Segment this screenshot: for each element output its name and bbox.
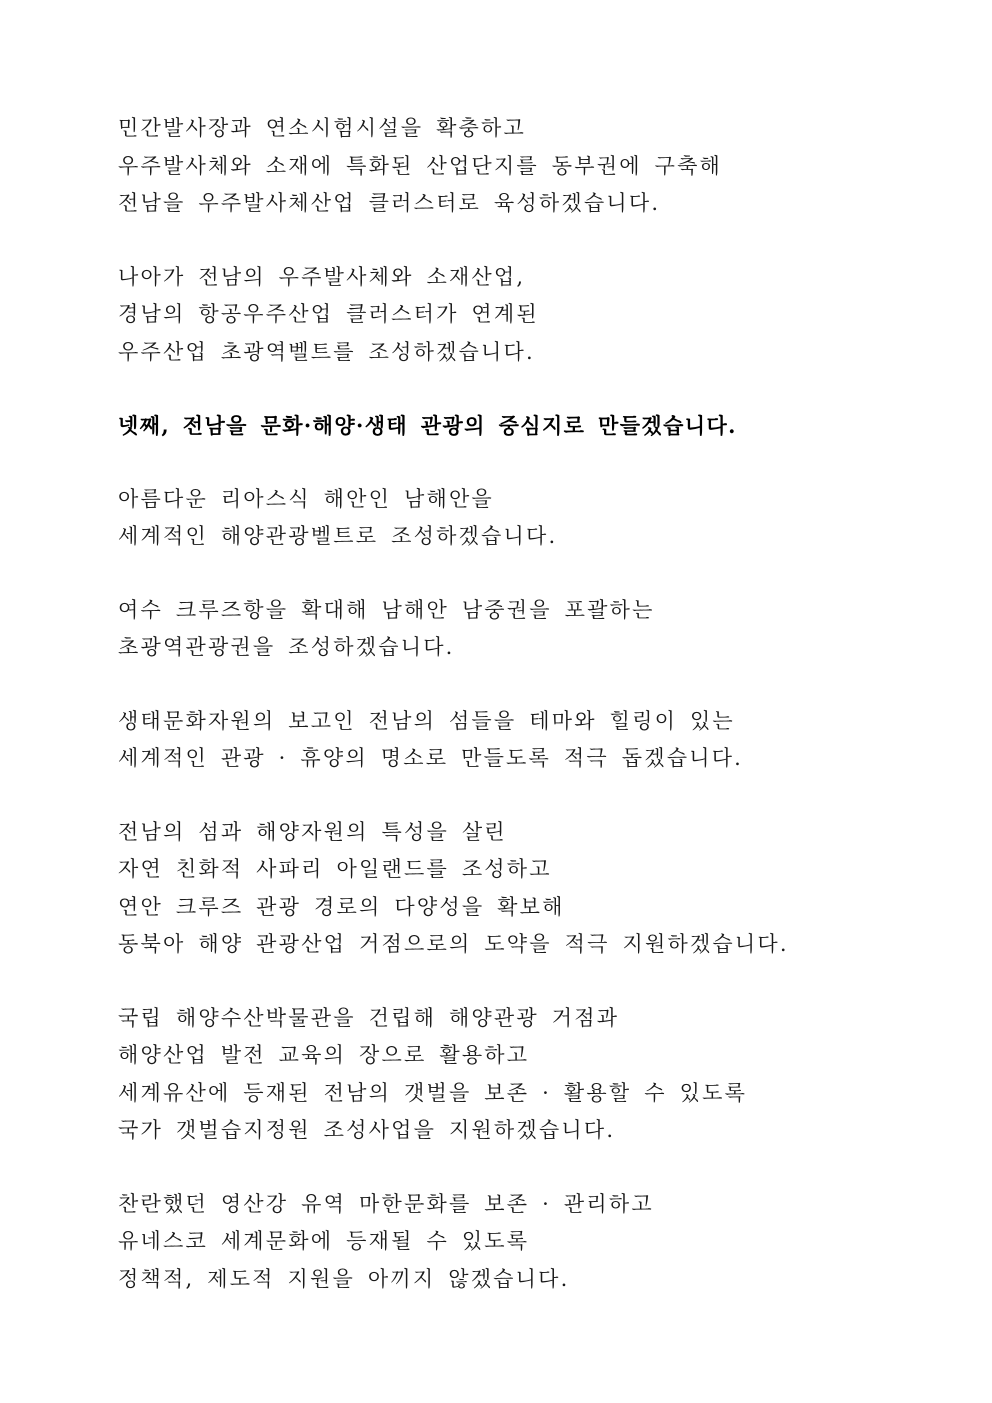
- text-line: 연안 크루즈 관광 경로의 다양성을 확보해: [118, 894, 565, 919]
- text-line: 아름다운 리아스식 해안인 남해안을: [118, 486, 494, 511]
- paragraph-cruise-port: [118, 592, 878, 667]
- text-line: 경남의 항공우주산업 클러스터가 연계된: [118, 302, 539, 326]
- text-line: 유네스코 세계문화에 등재될 수 있도록: [118, 1229, 530, 1253]
- text-line: 정책적, 제도적 지원을 아끼지 않겠습니다.: [118, 1266, 570, 1291]
- text-line: 초광역관광권을 조성하겠습니다.: [118, 635, 455, 659]
- paragraph-safari-island: [118, 814, 878, 964]
- text-line: 우주산업 초광역벨트를 조성하겠습니다.: [118, 339, 535, 364]
- text-line: 전남을 우주발사체산업 클러스터로 육성하겠습니다.: [118, 191, 661, 215]
- text-line: 자연 친화적 사파리 아일랜드를 조성하고: [118, 857, 552, 881]
- paragraph-island-resorts: [118, 703, 878, 778]
- text-line: 여수 크루즈항을 확대해 남해안 남중권을 포괄하는: [118, 597, 655, 622]
- section-heading-tourism: [118, 407, 878, 445]
- text-line: 세계적인 관광 · 휴양의 명소로 만들도록 적극 돕겠습니다.: [118, 746, 744, 770]
- text-line: 세계적인 해양관광벨트로 조성하겠습니다.: [118, 524, 558, 548]
- paragraph-aerospace-belt: [118, 259, 878, 372]
- text-line: 국가 갯벌습지정원 조성사업을 지원하겠습니다.: [118, 1118, 616, 1142]
- paragraph-maritime-museum: [118, 1000, 878, 1150]
- text-line: 해양산업 발전 교육의 장으로 활용하고: [118, 1043, 530, 1067]
- text-line: 생태문화자원의 보고인 전남의 섬들을 테마와 힐링이 있는: [118, 708, 735, 733]
- text-line: 전남의 섬과 해양자원의 특성을 살린: [118, 819, 507, 844]
- document-body: [118, 110, 878, 1334]
- text-line: 찬란했던 영산강 유역 마한문화를 보존 · 관리하고: [118, 1191, 654, 1216]
- heading-line: 넷째, 전남을 문화·해양·생태 관광의 중심지로 만들겠습니다.: [118, 413, 737, 438]
- paragraph-marine-tourism-belt: [118, 481, 878, 556]
- text-line: 세계유산에 등재된 전남의 갯벌을 보존 · 활용할 수 있도록: [118, 1080, 748, 1105]
- paragraph-mahan-culture: [118, 1186, 878, 1299]
- text-line: 나아가 전남의 우주발사체와 소재산업,: [118, 264, 526, 289]
- text-line: 우주발사체와 소재에 특화된 산업단지를 동부권에 구축해: [118, 153, 723, 178]
- text-line: 민간발사장과 연소시험시설을 확충하고: [118, 116, 527, 140]
- text-line: 동북아 해양 관광산업 거점으로의 도약을 적극 지원하겠습니다.: [118, 932, 789, 956]
- text-line: 국립 해양수산박물관을 건립해 해양관광 거점과: [118, 1005, 620, 1030]
- paragraph-space-launch-complex: [118, 110, 878, 223]
